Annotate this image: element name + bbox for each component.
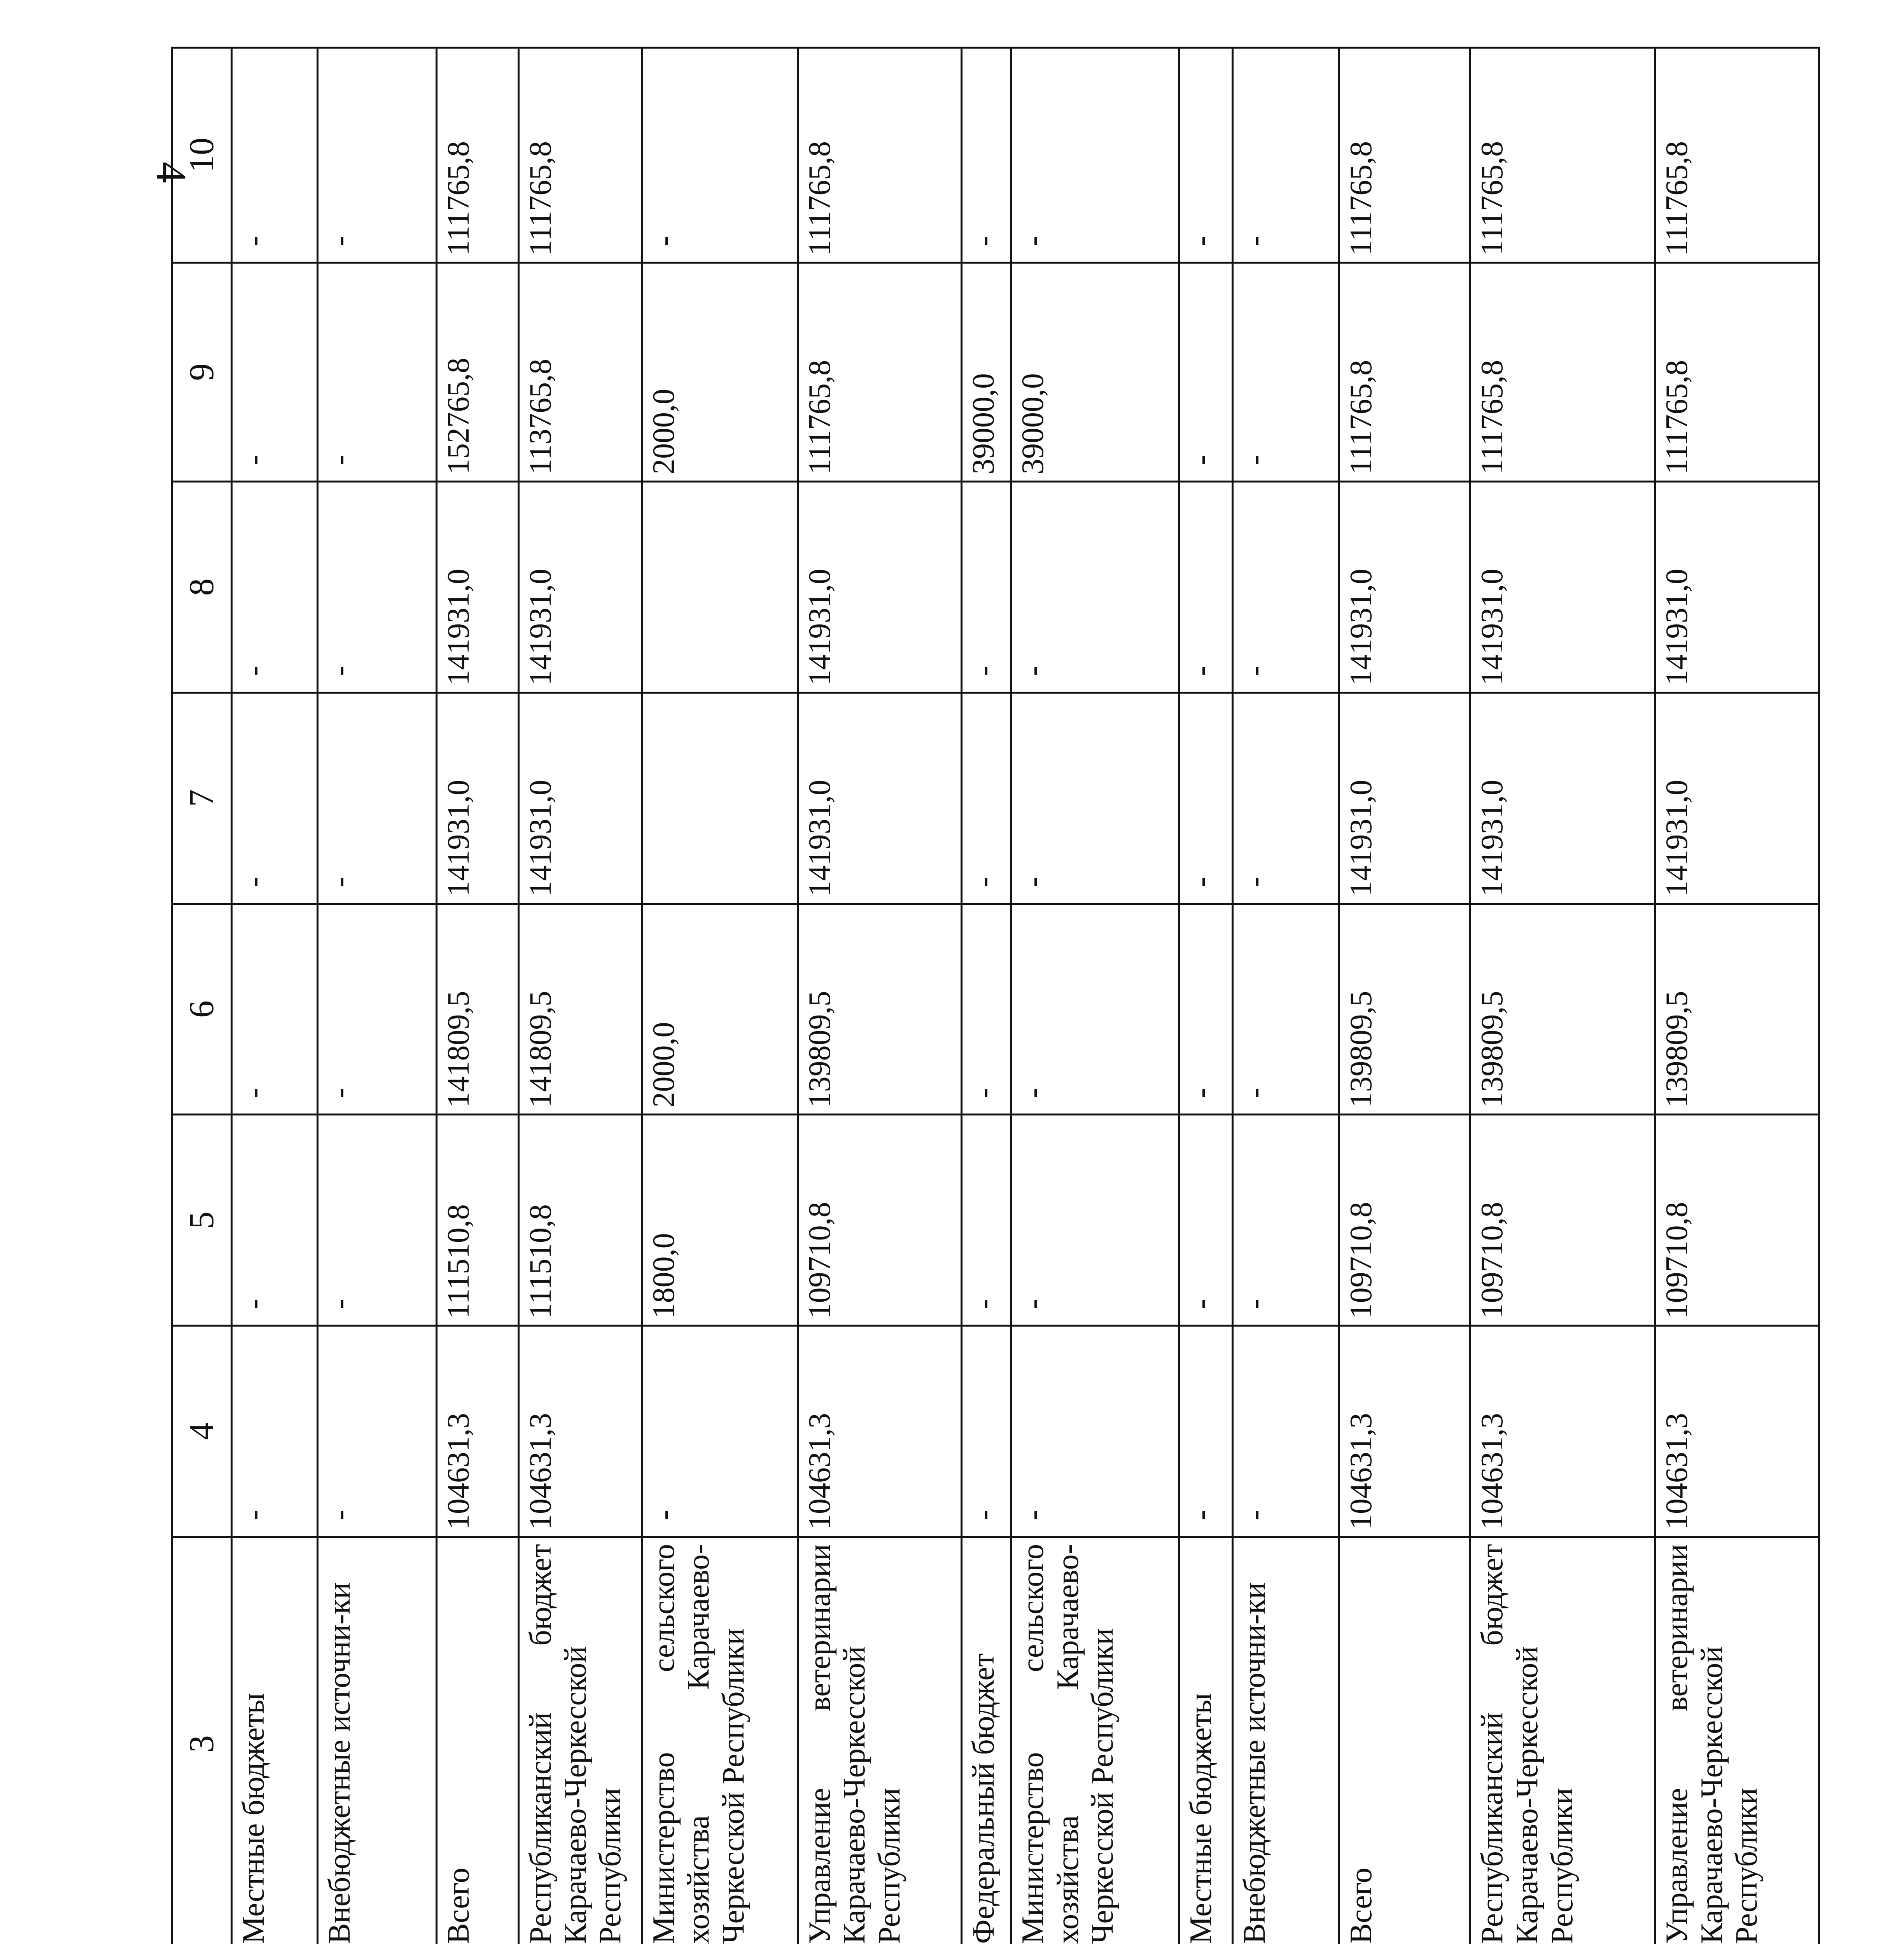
cell-funding-source: Республиканский бюджет Карачаево-Черкесской Республики: [1470, 1537, 1655, 1944]
table-row: [437, 48, 519, 1944]
cell-value: 104631,3: [519, 1326, 642, 1537]
cell-value: 111765,8: [519, 48, 642, 263]
cell-value: 111765,8: [798, 263, 962, 482]
cell-value: 141931,0: [519, 481, 642, 692]
cell-value: 141931,0: [437, 692, 519, 904]
cell-value: 2000,0: [642, 263, 798, 482]
cell-value: -: [1179, 692, 1232, 904]
cell-value: -: [1179, 904, 1232, 1115]
cell-value: -: [231, 48, 318, 263]
col-header: 5: [172, 1115, 232, 1326]
cell-value: 141931,0: [1339, 692, 1470, 904]
cell-value: 139809,5: [1339, 904, 1470, 1115]
cell-value: 141931,0: [519, 692, 642, 904]
cell-value: -: [1179, 1326, 1232, 1537]
col-header: 10: [172, 48, 232, 263]
cell-value: -: [318, 263, 437, 482]
cell-value: 139809,5: [1655, 904, 1819, 1115]
cell-value: -: [1011, 904, 1179, 1115]
cell-value: 104631,3: [1339, 1326, 1470, 1537]
cell-value: -: [1011, 692, 1179, 904]
cell-value: -: [1011, 1326, 1179, 1537]
cell-value: -: [1232, 48, 1339, 263]
cell-value: -: [1232, 692, 1339, 904]
cell-value: 141809,5: [437, 904, 519, 1115]
cell-value: 1800,0: [642, 1115, 798, 1326]
cell-value: 141931,0: [1655, 481, 1819, 692]
cell-value: -: [1179, 263, 1232, 482]
cell-value: 139809,5: [798, 904, 962, 1115]
cell-value: 109710,8: [1339, 1115, 1470, 1326]
cell-funding-source: Всего: [1339, 1537, 1470, 1944]
col-header: 9: [172, 263, 232, 482]
cell-value: 113765,8: [519, 263, 642, 482]
cell-value: 141809,5: [519, 904, 642, 1115]
budget-table: [171, 47, 1820, 1944]
cell-value: -: [642, 1326, 798, 1537]
cell-value: -: [231, 1115, 318, 1326]
table-row: [1179, 48, 1232, 1944]
cell-funding-source: Управление ветеринарии Карачаево-Черкесской Республики: [798, 1537, 962, 1944]
cell-value: -: [1011, 1115, 1179, 1326]
table-row: [1232, 48, 1339, 1944]
cell-value: [642, 692, 798, 904]
cell-value: 152765,8: [437, 263, 519, 482]
col-header: 4: [172, 1326, 232, 1537]
col-header: 7: [172, 692, 232, 904]
cell-value: 109710,8: [1655, 1115, 1819, 1326]
table-row: [231, 48, 318, 1944]
cell-funding-source: Федеральный бюджет: [962, 1537, 1011, 1944]
cell-value: 111765,8: [1655, 263, 1819, 482]
table-row: [1011, 48, 1179, 1944]
table-row: [1339, 48, 1470, 1944]
budget-table-rotated: [171, 47, 1820, 1944]
cell-funding-source: Местные бюджеты: [1179, 1537, 1232, 1944]
cell-value: -: [1011, 48, 1179, 263]
cell-funding-source: Министерство сельского хозяйства Карачаево-Черкесской Республики: [1011, 1537, 1179, 1944]
cell-value: -: [318, 1326, 437, 1537]
cell-value: -: [1232, 263, 1339, 482]
cell-funding-source: Управление ветеринарии Карачаево-Черкесской Республики: [1655, 1537, 1819, 1944]
cell-funding-source: Местные бюджеты: [231, 1537, 318, 1944]
cell-value: 109710,8: [798, 1115, 962, 1326]
cell-value: 111765,8: [1470, 263, 1655, 482]
cell-value: -: [962, 1115, 1011, 1326]
cell-value: -: [1179, 1115, 1232, 1326]
cell-value: 111765,8: [1339, 48, 1470, 263]
table-row: [1655, 48, 1819, 1944]
table-body: [231, 48, 1819, 1944]
cell-value: -: [231, 692, 318, 904]
table-row: [642, 48, 798, 1944]
cell-value: 111765,8: [1339, 263, 1470, 482]
cell-value: 111510,8: [519, 1115, 642, 1326]
cell-value: -: [1011, 481, 1179, 692]
cell-value: -: [318, 1115, 437, 1326]
cell-value: 141931,0: [1655, 692, 1819, 904]
cell-value: 111765,8: [1470, 48, 1655, 263]
cell-value: 111765,8: [437, 48, 519, 263]
cell-value: -: [1232, 1326, 1339, 1537]
cell-value: -: [231, 904, 318, 1115]
cell-value: -: [1179, 48, 1232, 263]
cell-value: 111765,8: [1655, 48, 1819, 263]
header-row: [172, 48, 232, 1944]
cell-value: 104631,3: [798, 1326, 962, 1537]
col-header: 6: [172, 904, 232, 1115]
cell-funding-source: Министерство сельского хозяйства Карачаево-Черкесской Республики: [642, 1537, 798, 1944]
cell-value: 104631,3: [1655, 1326, 1819, 1537]
col-header: 3: [172, 1537, 232, 1944]
cell-value: 2000,0: [642, 904, 798, 1115]
cell-value: 39000,0: [962, 263, 1011, 482]
cell-funding-source: Всего: [437, 1537, 519, 1944]
cell-value: 141931,0: [1470, 481, 1655, 692]
cell-value: -: [231, 263, 318, 482]
cell-value: 104631,3: [1470, 1326, 1655, 1537]
table-row: [1470, 48, 1655, 1944]
page-number: 4: [147, 162, 195, 183]
table-row: [318, 48, 437, 1944]
cell-value: -: [318, 692, 437, 904]
cell-value: 111765,8: [798, 48, 962, 263]
cell-value: [642, 481, 798, 692]
cell-value: 111510,8: [437, 1115, 519, 1326]
cell-value: 109710,8: [1470, 1115, 1655, 1326]
cell-value: -: [1232, 904, 1339, 1115]
cell-value: -: [318, 48, 437, 263]
cell-funding-source: Внебюджетные источни-ки: [1232, 1537, 1339, 1944]
cell-value: -: [962, 48, 1011, 263]
cell-value: -: [962, 692, 1011, 904]
cell-value: -: [1232, 481, 1339, 692]
cell-value: 141931,0: [437, 481, 519, 692]
cell-funding-source: Республиканский бюджет Карачаево-Черкесской Республики: [519, 1537, 642, 1944]
cell-value: 141931,0: [798, 481, 962, 692]
cell-value: -: [1179, 481, 1232, 692]
col-header: 8: [172, 481, 232, 692]
cell-value: -: [642, 48, 798, 263]
cell-value: -: [962, 1326, 1011, 1537]
cell-value: -: [231, 481, 318, 692]
cell-value: 104631,3: [437, 1326, 519, 1537]
cell-value: 141931,0: [1470, 692, 1655, 904]
table-row: [962, 48, 1011, 1944]
cell-value: -: [318, 481, 437, 692]
cell-value: -: [1232, 1115, 1339, 1326]
cell-value: 141931,0: [798, 692, 962, 904]
cell-value: -: [962, 481, 1011, 692]
cell-value: -: [318, 904, 437, 1115]
table-row: [798, 48, 962, 1944]
cell-value: 39000,0: [1011, 263, 1179, 482]
cell-value: -: [962, 904, 1011, 1115]
table-row: [519, 48, 642, 1944]
cell-value: 139809,5: [1470, 904, 1655, 1115]
cell-value: -: [231, 1326, 318, 1537]
cell-value: 141931,0: [1339, 481, 1470, 692]
cell-funding-source: Внебюджетные источни-ки: [318, 1537, 437, 1944]
